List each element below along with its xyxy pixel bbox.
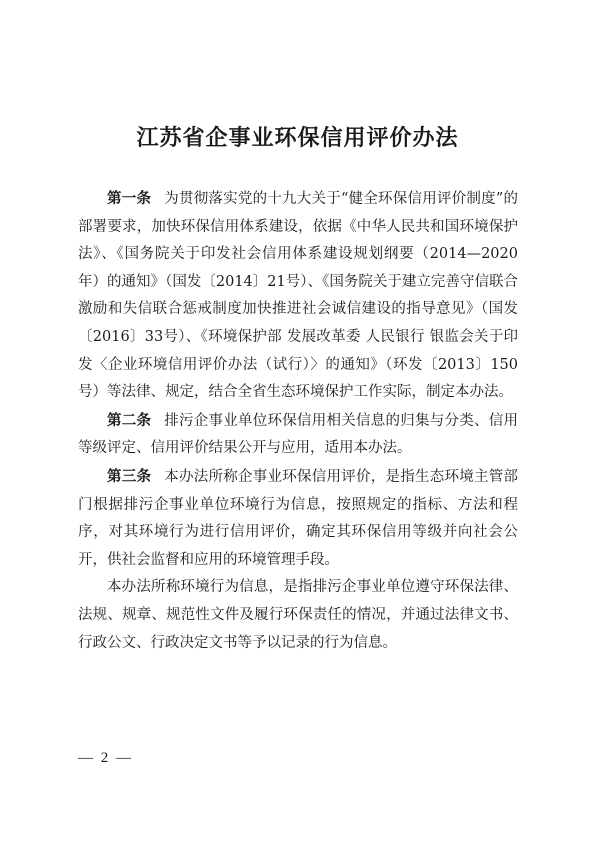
article-1 — [78, 185, 518, 407]
article-3 — [78, 463, 518, 574]
article-2-text: 排污企事业单位环保信用相关信息的归集与分类、信用等级评定、信用评价结果公开与应用，适用本办法。 — [78, 412, 519, 457]
article-3-text: 本办法所称企事业环保信用评价，是指生态环境主管部门根据排污企事业单位环境行为信息，按照规定的指标、方法和程序，对其环境行为进行信用评价，确定其环保信用等级并向社会公开，供社会监督和应用的环境管理手段。 — [78, 468, 519, 568]
article-3-continuation: 本办法所称环境行为信息，是指排污企事业单位遵守环保法律、法规、规章、规范性文件及履行环保责任的情况，并通过法律文书、行政公文、行政决定文书等予以记录的行为信息。 — [78, 579, 518, 651]
document-body — [78, 185, 518, 657]
article-3-label: 第三条 — [107, 467, 152, 485]
article-1-label: 第一条 — [107, 190, 152, 207]
page-number: — 2 — — [78, 750, 133, 766]
article-2 — [78, 407, 518, 463]
article-2-label: 第二条 — [107, 411, 152, 429]
article-1-text: 为贯彻落实党的十九大关于“健全环保信用评价制度”的部署要求，加快环保信用体系建设，依据《中华人民共和国环境保护法》、《国务院关于印发社会信用体系建设规划纲要（2014—2020年）的通知》（国发〔2014〕21号）、《国务院关于建立完善守信联合激励和失信联合惩戒制度加快推进社会诚信建设的指导意见》（国发〔2016〕33号）、《环境保护部 发展改革委 人民银行 银监会关于印发〈企业环境信用评价办法（试行）〉的通知》（环发〔2013〕150号）等法律、规定，结合全省生态环境保护工作实际，制定本办法。 — [78, 191, 519, 401]
document-title: 江苏省企事业环保信用评价办法 — [136, 125, 459, 151]
